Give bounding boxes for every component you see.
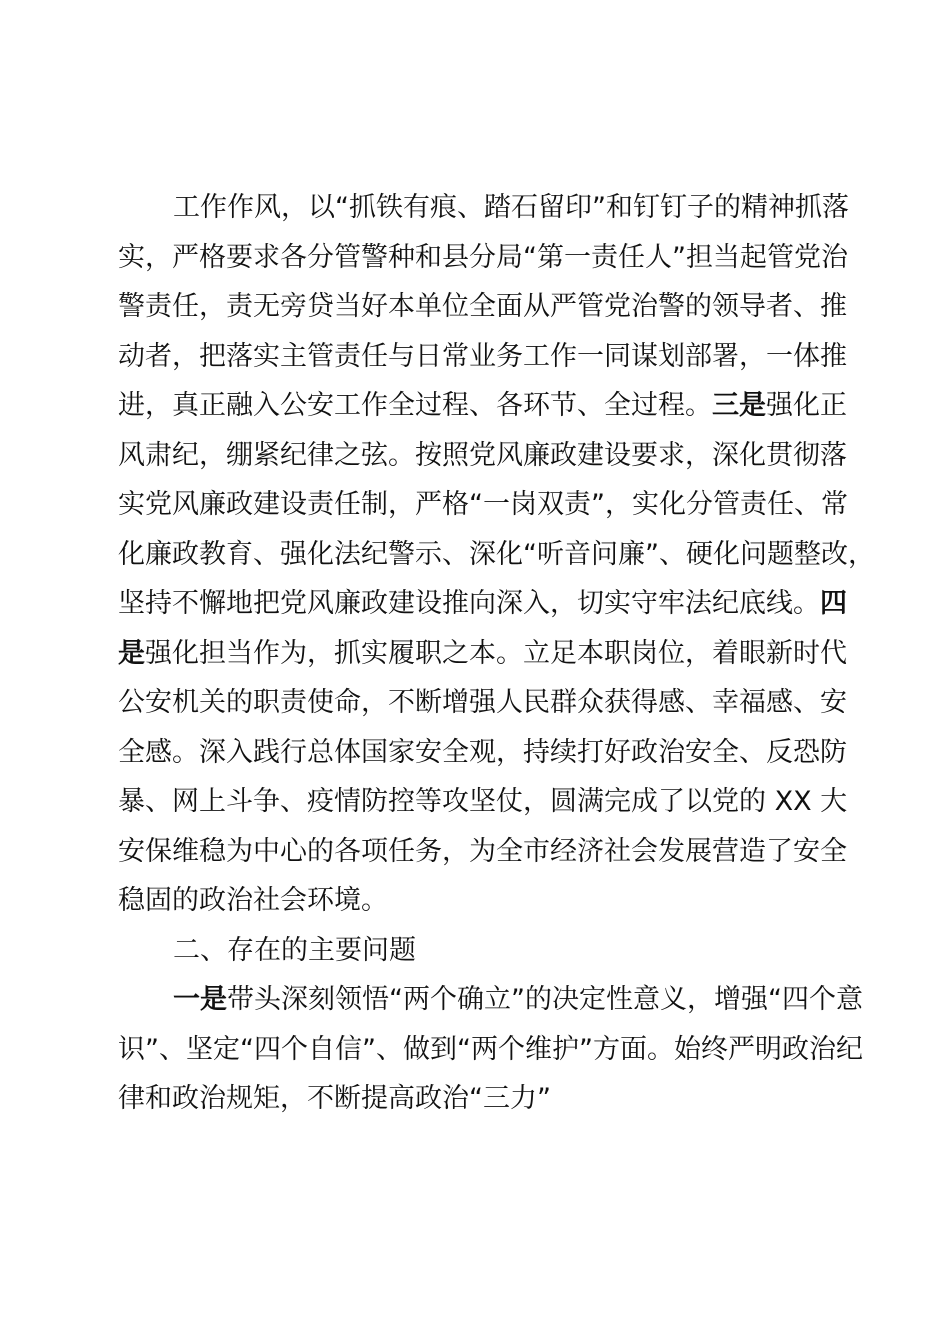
line-text: 稳固的政治社会环境。	[118, 885, 388, 916]
line-text: 化廉政教育、强化法纪警示、深化“听音问廉”、硬化问题整改，	[118, 538, 875, 570]
paragraph-line	[118, 1074, 838, 1124]
section-heading-text: 二、存在的主要问题	[173, 934, 416, 966]
paragraph-line	[118, 629, 847, 679]
paragraph-line	[118, 381, 847, 431]
document-body	[118, 183, 875, 1124]
paragraph-line	[118, 431, 847, 481]
line-text: 实党风廉政建设责任制，严格“一岗双责”，实化分管责任、常	[118, 489, 848, 520]
line-text: 强化正	[766, 390, 847, 421]
line-text: 实，严格要求各分管警种和县分局“第一责任人”担当起管党治	[118, 241, 848, 273]
paragraph-line	[118, 678, 847, 728]
line-text: 暴、网上斗争、疫情防控等攻坚仗，圆满完成了以党的 XX 大	[118, 786, 848, 817]
line-text: 带头深刻领悟“两个确立”的决定性意义，增强“四个意	[227, 984, 863, 1015]
bold-marker: 一是	[173, 984, 227, 1015]
line-text: 律和政治规矩，不断提高政治“三力”	[118, 1083, 551, 1114]
paragraph-line	[118, 777, 848, 827]
paragraph-line	[118, 282, 847, 332]
line-text: 全感。深入践行总体国家安全观，持续打好政治安全、反恐防	[118, 736, 847, 768]
paragraph-line	[118, 579, 847, 629]
paragraph-line	[118, 1025, 863, 1075]
bold-marker: 三是	[712, 390, 766, 421]
line-text: 安保维稳为中心的各项任务，为全市经济社会发展营造了安全	[118, 835, 847, 867]
line-text: 工作作风，以“抓铁有痕、踏石留印”和钉钉子的精神抓落	[173, 192, 849, 223]
line-text: 强化担当作为，抓实履职之本。立足本职岗位，着眼新时代	[145, 637, 847, 669]
line-text: 风肃纪，绷紧纪律之弦。按照党风廉政建设要求，深化贯彻落	[118, 439, 847, 471]
section-heading	[118, 926, 838, 976]
line-text: 公安机关的职责使命，不断增强人民群众获得感、幸福感、安	[118, 687, 847, 718]
paragraph-line	[118, 183, 849, 233]
paragraph-line	[118, 480, 848, 530]
line-text: 动者，把落实主管责任与日常业务工作一同谋划部署，一体推	[118, 340, 847, 372]
paragraph-line	[118, 233, 848, 283]
line-text: 识”、坚定“四个自信”、做到“两个维护”方面。始终严明政治纪	[118, 1033, 863, 1065]
line-text: 坚持不懈地把党风廉政建设推向深入，切实守牢法纪底线。	[118, 588, 820, 619]
line-text: 警责任，责无旁贷当好本单位全面从严管党治警的领导者、推	[118, 291, 847, 322]
bold-marker: 四	[820, 588, 847, 619]
paragraph-line	[118, 876, 838, 926]
paragraph-line	[118, 530, 875, 580]
line-text: 进，真正融入公安工作全过程、各环节、全过程。	[118, 390, 712, 421]
paragraph-line	[118, 827, 847, 877]
paragraph-line	[118, 975, 863, 1025]
bold-marker: 是	[118, 637, 145, 669]
paragraph-line	[118, 332, 847, 382]
paragraph-line	[118, 728, 847, 778]
